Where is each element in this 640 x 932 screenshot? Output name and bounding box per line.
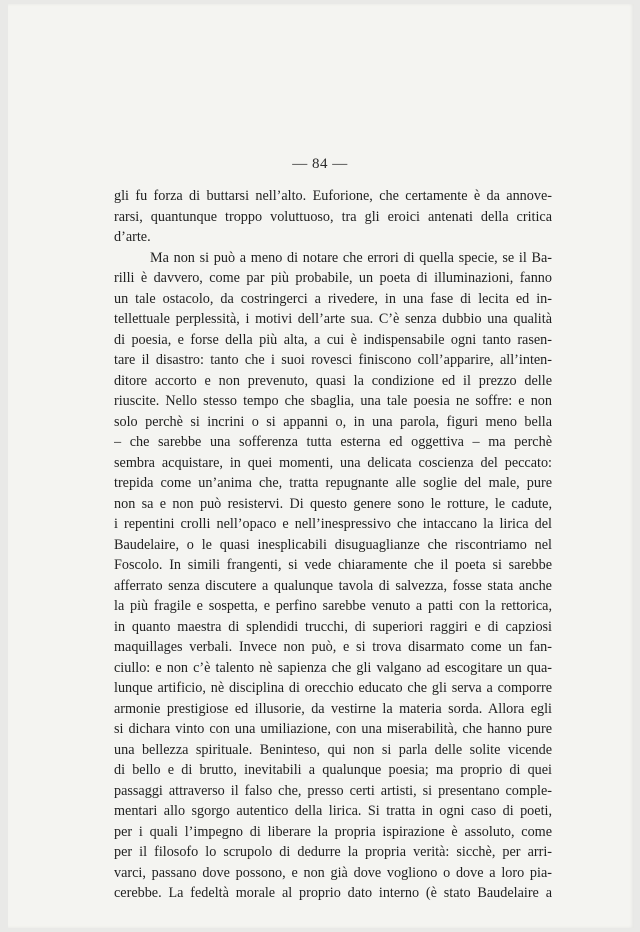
text-line: di poesia, e forse della più alta, a cui è indispensabile ogni tanto rasen-	[114, 331, 552, 348]
text-line: solo perchè si incrini o si appanni o, in una parola, figuri meno bella	[114, 413, 552, 430]
text-line: cerebbe. La fedeltà morale al proprio dato interno (è stato Baudelaire a	[114, 885, 552, 901]
text-line: la più fragile e sospetta, e perfino sarebbe venuto a patti con la rettorica,	[114, 598, 552, 614]
text-line: trepida come un’anima che, tratta repugnante alle soglie del male, pure	[114, 475, 552, 491]
text-line: di bello e di brutto, inevitabili a qualunque poesia; ma proprio di quei	[114, 762, 552, 778]
text-line: una bellezza spirituale. Beninteso, qui non si parla delle solite vicende	[114, 741, 552, 758]
text-line: non sa e non può resistervi. Di questo genere sono le rotture, le cadute,	[114, 495, 552, 512]
body-text	[114, 186, 552, 904]
text-line: lunque artificio, nè disciplina di orecchio educato che gli serva a comporre	[114, 680, 552, 696]
page-number: — 84 —	[292, 156, 348, 172]
text-line: d’arte.	[114, 229, 151, 245]
text-line: tellettuale perplessità, i motivi dell’arte sua. C’è senza dubbio una qualità	[114, 311, 552, 327]
text-line: Baudelaire, o le quasi inesplicabili disuguaglianze che riscontriamo nel	[114, 536, 552, 553]
text-line: rilli è davvero, come par più probabile, un poeta di illuminazioni, fanno	[114, 270, 552, 286]
text-line: – che sarebbe una sofferenza tutta esterna ed oggettiva – ma perchè	[114, 434, 552, 450]
text-line: passaggi attraverso il falso che, presso certi artisti, si presentano comple-	[114, 782, 552, 799]
text-line: per il filosofo lo scrupolo di dedurre la propria verità: sicchè, per arri-	[114, 844, 552, 860]
text-line: maquillages verbali. Invece non può, e si trova disarmato come un fan-	[114, 639, 552, 655]
text-line: per i quali l’impegno di liberare la propria ispirazione è assoluto, come	[114, 823, 552, 840]
text-line: varci, passano dove possono, e non già dove vogliono o dove a loro pia-	[114, 864, 552, 881]
text-line: i repentini crolli nell’opaco e nell’inespressivo che intaccano la lirica del	[114, 516, 552, 532]
text-line: rarsi, quantunque troppo voluttuoso, tra gli eroici antenati della critica	[114, 208, 552, 225]
text-line: armonie prestigiose ed illusorie, da vestirne la materia sorda. Allora egli	[114, 700, 552, 717]
text-line: gli fu forza di buttarsi nell’alto. Euforione, che certamente è da annove-	[114, 188, 552, 204]
text-line: in quanto maestra di splendidi trucchi, di superiori raggiri e di capziosi	[114, 618, 552, 635]
text-line: si dichara vinto con una umiliazione, con una miserabilità, che hanno pure	[114, 721, 552, 737]
text-line: mentari allo sgorgo autentico della lirica. Si tratta in ogni caso di poeti,	[114, 803, 552, 819]
text-line: sembra acquistare, in quei momenti, una delicata coscienza del peccato:	[114, 454, 552, 471]
text-line: riuscite. Nello stesso tempo che sbaglia, una tale poesia ne soffre: e non	[114, 393, 552, 409]
text-line: tare il disastro: tanto che i suoi rovesci finiscono coll’apparire, all’inten-	[114, 352, 552, 368]
text-line: Ma non si può a meno di notare che errori di quella specie, se il Ba-	[150, 249, 552, 266]
text-line: Foscolo. In simili frangenti, si vede chiaramente che il poeta si sarebbe	[114, 557, 552, 573]
text-line: un tale ostacolo, da costringerci a rivedere, in una fase di lecita ed in-	[114, 290, 552, 307]
text-line: ditore accorto e non prevenuto, quasi la condizione ed il prezzo delle	[114, 372, 552, 389]
text-line: ciullo: e non c’è talento nè sapienza che gli valgano ad escogitare un qua-	[114, 659, 552, 676]
text-line: afferrato senza discutere a qualunque tavola di salvezza, fosse stata anche	[114, 577, 552, 594]
